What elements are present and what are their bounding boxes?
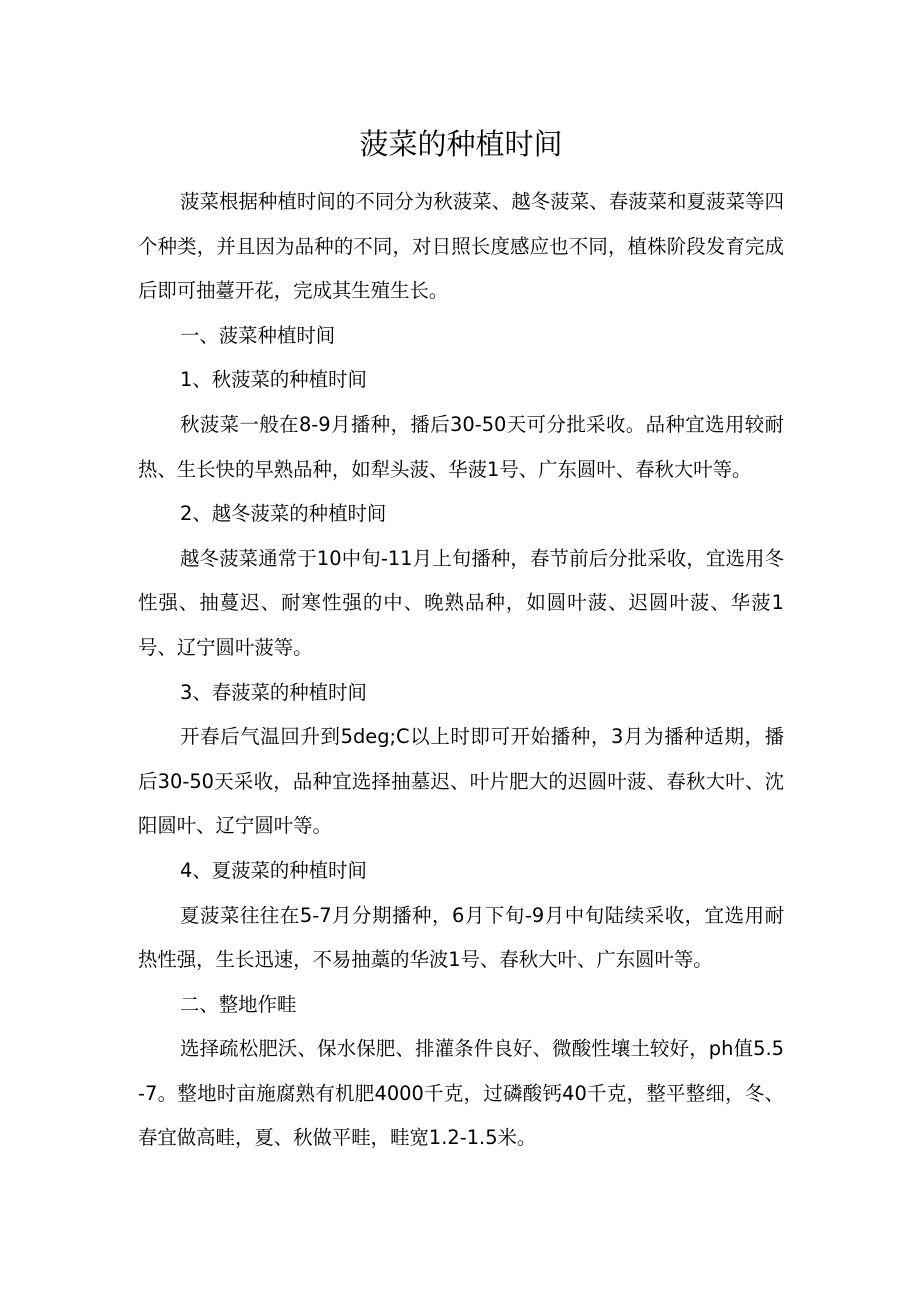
section-heading-soil-prep: 二、整地作畦 <box>180 992 297 1016</box>
paragraph-soil-prep: 选择疏松肥沃、保水保肥、排灌条件良好、微酸性壤土较好，ph值5.5-7。整地时亩施腐熟有机肥4000千克，过磷酸钙40千克，整平整细，冬、春宜做高畦，夏、秋做平畦，畦宽1.2-1.5米。 <box>138 1037 784 1150</box>
paragraph-spring-spinach: 开春后气温回升到5deg;C以上时即可开始播种，3月为播种适期，播后30-50天采收，品种宜选择抽墓迟、叶片肥大的迟圆叶菠、春秋大叶、沈阳圆叶、辽宁圆叶等。 <box>138 725 784 838</box>
section-heading-planting-time: 一、菠菜种植时间 <box>180 323 336 347</box>
paragraph-summer-spinach: 夏菠菜往往在5-7月分期播种，6月下旬-9月中旬陆续采收，宜选用耐热性强，生长迅速，不易抽藁的华波1号、春秋大叶、广东圆叶等。 <box>138 903 784 972</box>
subheading-spring-spinach: 3、春菠菜的种植时间 <box>180 680 367 704</box>
paragraph-winter-spinach: 越冬菠菜通常于10中旬-11月上旬播种，春节前后分批采收，宜选用冬性强、抽蔓迟、耐寒性强的中、晚熟品种，如圆叶菠、迟圆叶菠、华菠1号、辽宁圆叶菠等。 <box>138 546 784 659</box>
paragraph-autumn-spinach: 秋菠菜一般在8-9月播种，播后30-50天可分批采收。品种宜选用较耐热、生长快的早熟品种，如犁头菠、华菠1号、广东圆叶、春秋大叶等。 <box>138 412 784 481</box>
document-title: 菠菜的种植时间 <box>359 127 563 161</box>
subheading-autumn-spinach: 1、秋菠菜的种植时间 <box>180 368 367 392</box>
intro-paragraph: 菠菜根据种植时间的不同分为秋菠菜、越冬菠菜、春菠菜和夏菠菜等四个种类，并且因为品种的不同，对日照长度感应也不同，植株阶段发育完成后即可抽薹开花，完成其生殖生长。 <box>138 190 784 303</box>
subheading-summer-spinach: 4、夏菠菜的种植时间 <box>180 858 367 882</box>
document-page <box>138 120 784 1161</box>
subheading-winter-spinach: 2、越冬菠菜的种植时间 <box>180 502 387 526</box>
